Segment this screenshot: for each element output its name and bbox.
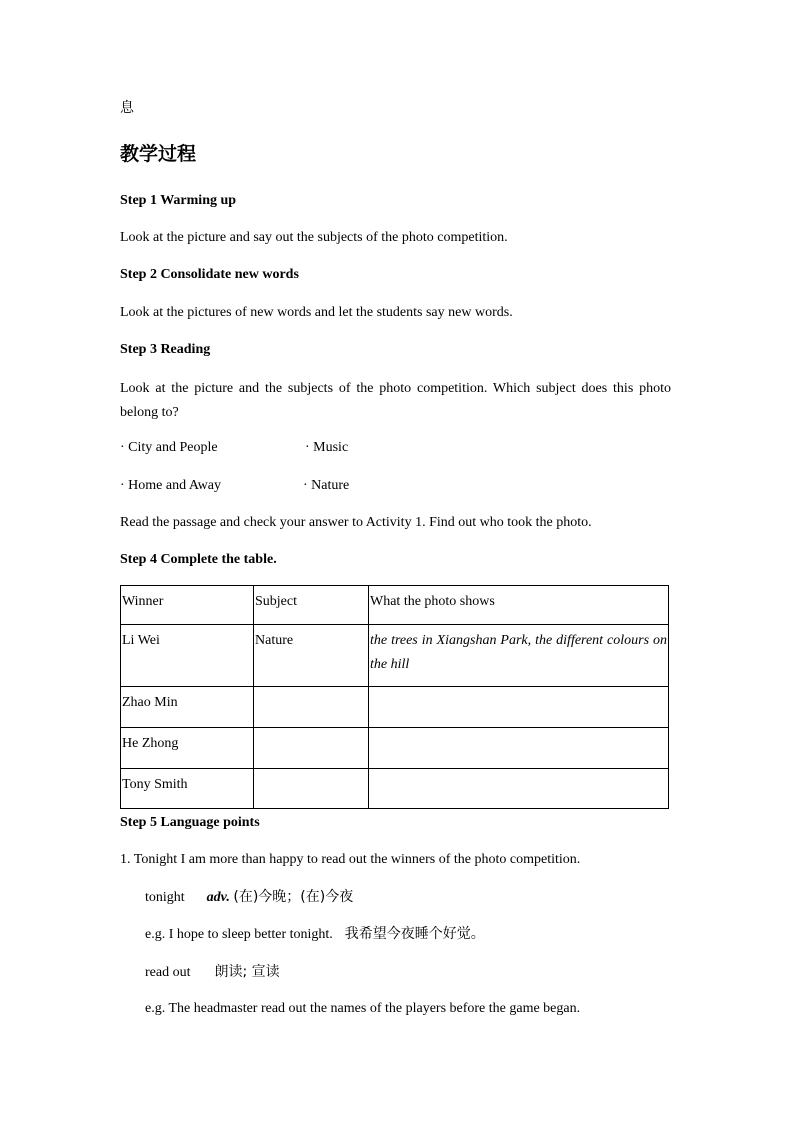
table-row — [121, 728, 669, 769]
cell-photo-shows — [369, 728, 669, 769]
step5-heading: Step 5 Language points — [120, 815, 260, 830]
option-city-people: · City and People — [120, 440, 218, 455]
vocab-tonight — [145, 887, 353, 908]
cell-winner: Zhao Min — [121, 687, 254, 728]
header-subject: Subject — [254, 586, 369, 625]
step2-text: Look at the pictures of new words and let the students say new words. — [120, 305, 513, 320]
winners-table — [120, 585, 669, 809]
cell-winner: He Zhong — [121, 728, 254, 769]
header-photo-shows: What the photo shows — [369, 586, 669, 625]
cell-photo-shows — [369, 769, 669, 809]
table-row — [121, 625, 669, 687]
step1-heading: Step 1 Warming up — [120, 193, 237, 208]
vocab-word: tonight — [145, 890, 185, 905]
table-row — [121, 687, 669, 728]
table-header-row — [121, 586, 669, 625]
step3-task: Read the passage and check your answer to Activity 1. Find out who took the photo. — [120, 515, 592, 530]
cell-subject: Nature — [254, 625, 369, 687]
section-title: 教学过程 — [120, 143, 197, 165]
cell-photo-shows — [369, 687, 669, 728]
vocab-read-out — [145, 962, 280, 983]
option-home-away: · Home and Away — [120, 478, 221, 493]
step4-heading: Step 4 Complete the table. — [120, 552, 277, 567]
cell-winner: Tony Smith — [121, 769, 254, 809]
example-read-out: e.g. The headmaster read out the names of the players before the game began. — [145, 1001, 581, 1016]
continuation-char: 息 — [120, 100, 134, 116]
vocab-definition: (在)今晚；(在)今夜 — [233, 889, 354, 905]
example-chinese: 我希望今夜睡个好觉。 — [344, 926, 485, 942]
step2-heading: Step 2 Consolidate new words — [120, 267, 299, 282]
header-winner: Winner — [121, 586, 254, 625]
step3-text: Look at the picture and the subjects of the photo competition. Which subject does this photo belong to? — [120, 381, 671, 420]
vocab-definition: 朗读; 宣读 — [214, 964, 280, 980]
cell-subject — [254, 769, 369, 809]
cell-photo-shows: the trees in Xiangshan Park, the different colours on the hill — [369, 625, 669, 687]
example-english: e.g. I hope to sleep better tonight. — [145, 927, 333, 942]
cell-winner: Li Wei — [121, 625, 254, 687]
option-music: · Music — [305, 440, 349, 455]
step1-text: Look at the picture and say out the subjects of the photo competition. — [120, 230, 508, 245]
step3-heading: Step 3 Reading — [120, 342, 211, 357]
cell-subject — [254, 687, 369, 728]
point1-sentence: 1. Tonight I am more than happy to read out the winners of the photo competition. — [120, 852, 581, 867]
cell-subject — [254, 728, 369, 769]
table-row — [121, 769, 669, 809]
example-tonight — [145, 924, 485, 945]
part-of-speech: adv. — [206, 890, 230, 905]
option-nature: · Nature — [303, 478, 350, 493]
vocab-word: read out — [145, 965, 191, 980]
